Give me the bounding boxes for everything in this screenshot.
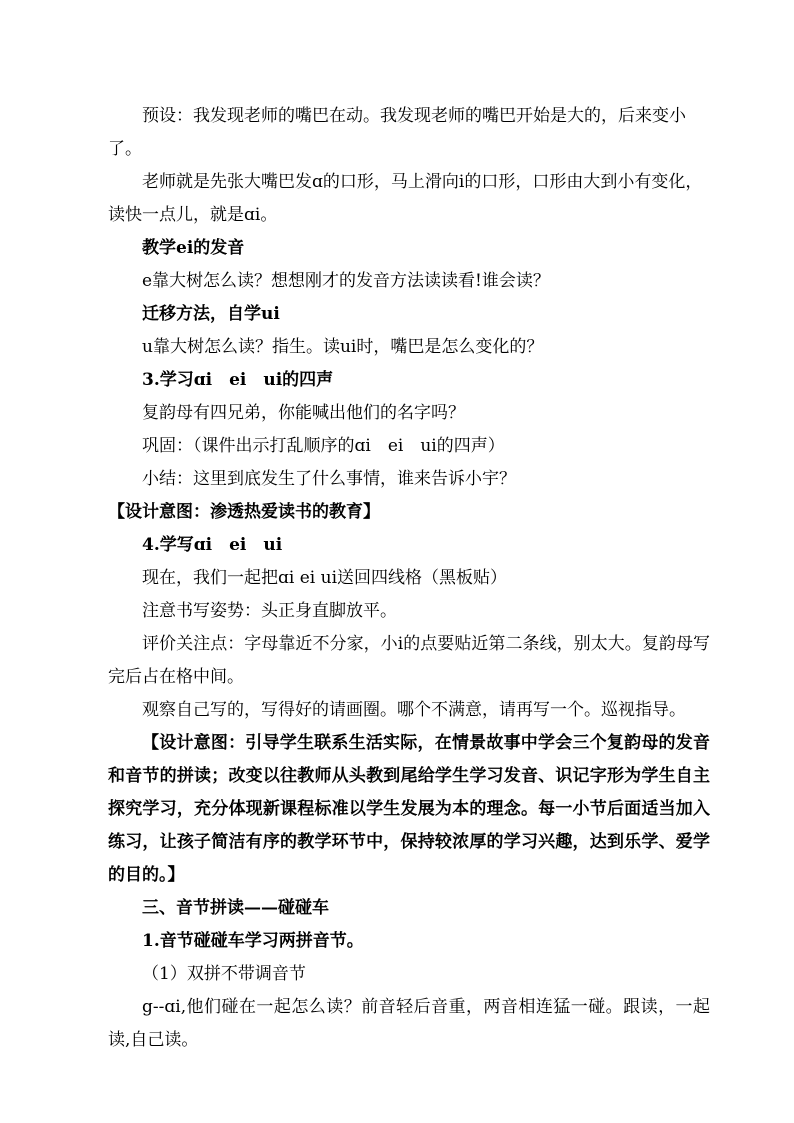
heading-write: 4.学写ɑi ei ui [142,535,283,555]
paragraph-teacher-demo: 老师就是先张大嘴巴发ɑ的口形，马上滑向i的口形，口形由大到小有变化，读快一点儿，就是ɑi。 [108,172,703,225]
heading-bumper-car: 1.音节碰碰车学习两拼音节。 [142,931,364,951]
heading-self-learn-ui: 迁移方法，自学ui [142,304,280,324]
paragraph-four-line: 现在，我们一起把ɑi ei ui送回四线格（黑板贴） [142,568,508,588]
heading-section-three: 三、音节拼读——碰碰车 [142,898,329,918]
paragraph-preset: 预设：我发现老师的嘴巴在动。我发现老师的嘴巴开始是大的，后来变小了。 [108,106,686,159]
design-intent-1: 【设计意图：渗透热爱读书的教育】 [108,502,380,522]
heading-four-tones: 3.学习ɑi ei ui的四声 [142,370,334,390]
document-body [108,100,710,1057]
paragraph-observe: 观察自己写的，写得好的请画圈。哪个不满意，请再写一个。巡视指导。 [142,700,686,720]
paragraph-evaluation: 评价关注点：字母靠近不分家，小i的点要贴近第二条线，别太大。复韵母写完后占在格中间。 [108,634,710,687]
paragraph-e-tree: e靠大树怎么读？想想刚才的发音方法读读看!谁会读？ [142,271,550,291]
paragraph-summary: 小结：这里到底发生了什么事情，谁来告诉小宇？ [142,469,516,489]
paragraph-posture: 注意书写姿势：头正身直脚放平。 [142,601,397,621]
paragraph-g-ai: g--ɑi,他们碰在一起怎么读？前音轻后音重，两音相连猛一碰。跟读，一起读,自己读。 [108,997,710,1050]
heading-teach-ei: 教学ei的发音 [142,238,245,258]
design-intent-2: 【设计意图：引导学生联系生活实际，在情景故事中学会三个复韵母的发音和音节的拼读；改变以往教师从头教到尾给学生学习发音、识记字形为学生自主探究学习，充分体现新课程标准以学生发展为本的理念。每一小节后面适当加入练习，让孩子简洁有序的教学环节中，保持较浓厚的学习兴趣，达到乐学、爱学的目的。】 [108,733,710,885]
paragraph-u-tree: u靠大树怎么读？指生。读ui时，嘴巴是怎么变化的？ [142,337,544,357]
heading-double-spell: （1）双拼不带调音节 [142,964,306,984]
paragraph-consolidate: 巩固：（课件出示打乱顺序的ɑi ei ui的四声） [142,436,505,456]
paragraph-four-brothers: 复韵母有四兄弟，你能喊出他们的名字吗？ [142,403,465,423]
